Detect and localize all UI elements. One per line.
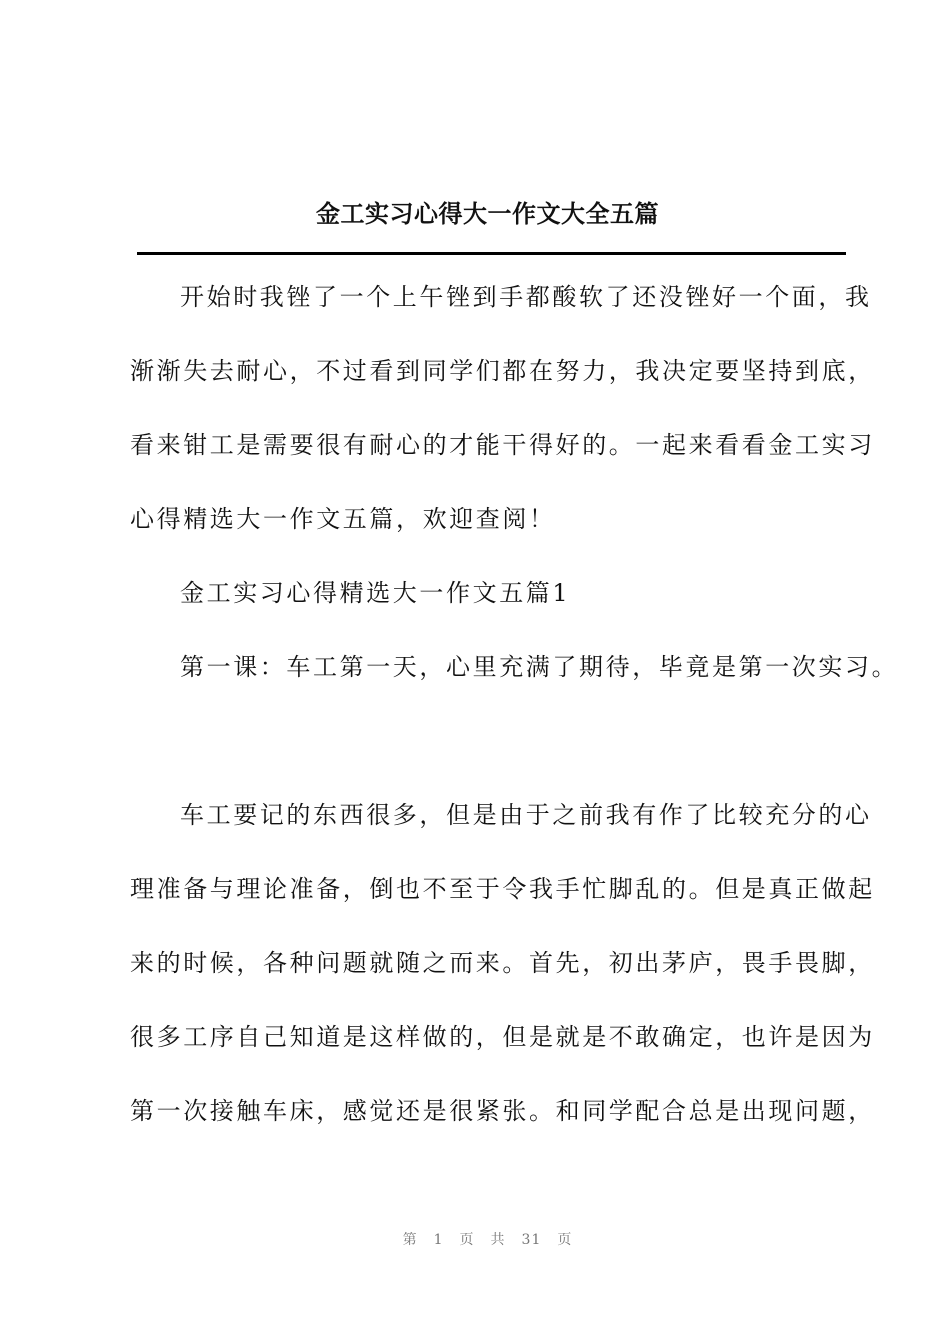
- section-heading-line: 金工实习心得精选大一作文五篇1: [180, 579, 571, 607]
- title-underline: [137, 252, 846, 255]
- paragraph-line-9: 来的时候，各种问题就随之而来。首先，初出茅庐，畏手畏脚，: [130, 949, 875, 977]
- paragraph-line-8: 理准备与理论准备，倒也不至于令我手忙脚乱的。但是真正做起: [130, 875, 875, 903]
- paragraph-line-3: 看来钳工是需要很有耐心的才能干得好的。一起来看看金工实习: [130, 431, 875, 459]
- paragraph-line-4: 心得精选大一作文五篇，欢迎查阅！: [130, 505, 556, 533]
- paragraph-line-1: 开始时我锉了一个上午锉到手都酸软了还没锉好一个面，我: [180, 283, 872, 311]
- footer-page-unit: 页: [459, 1232, 475, 1248]
- paragraph-line-6: 第一课：车工第一天，心里充满了期待，毕竟是第一次实习。: [180, 653, 899, 681]
- footer-page-number: 1: [433, 1232, 444, 1248]
- paragraph-line-7: 车工要记的东西很多，但是由于之前我有作了比较充分的心: [180, 801, 872, 829]
- paragraph-line-11: 第一次接触车床，感觉还是很紧张。和同学配合总是出现问题，: [130, 1097, 875, 1125]
- paragraph-line-2: 渐渐失去耐心，不过看到同学们都在努力，我决定要坚持到底，: [130, 357, 875, 385]
- footer-total-pages: 31: [521, 1232, 542, 1248]
- footer-page-label: 第: [402, 1232, 418, 1248]
- document-title: 金工实习心得大一作文大全五篇: [316, 199, 659, 228]
- page-footer: [0, 1229, 950, 1249]
- footer-total-label: 共: [490, 1232, 506, 1248]
- paragraph-line-10: 很多工序自己知道是这样做的，但是就是不敢确定，也许是因为: [130, 1023, 875, 1051]
- footer-total-unit: 页: [557, 1232, 573, 1248]
